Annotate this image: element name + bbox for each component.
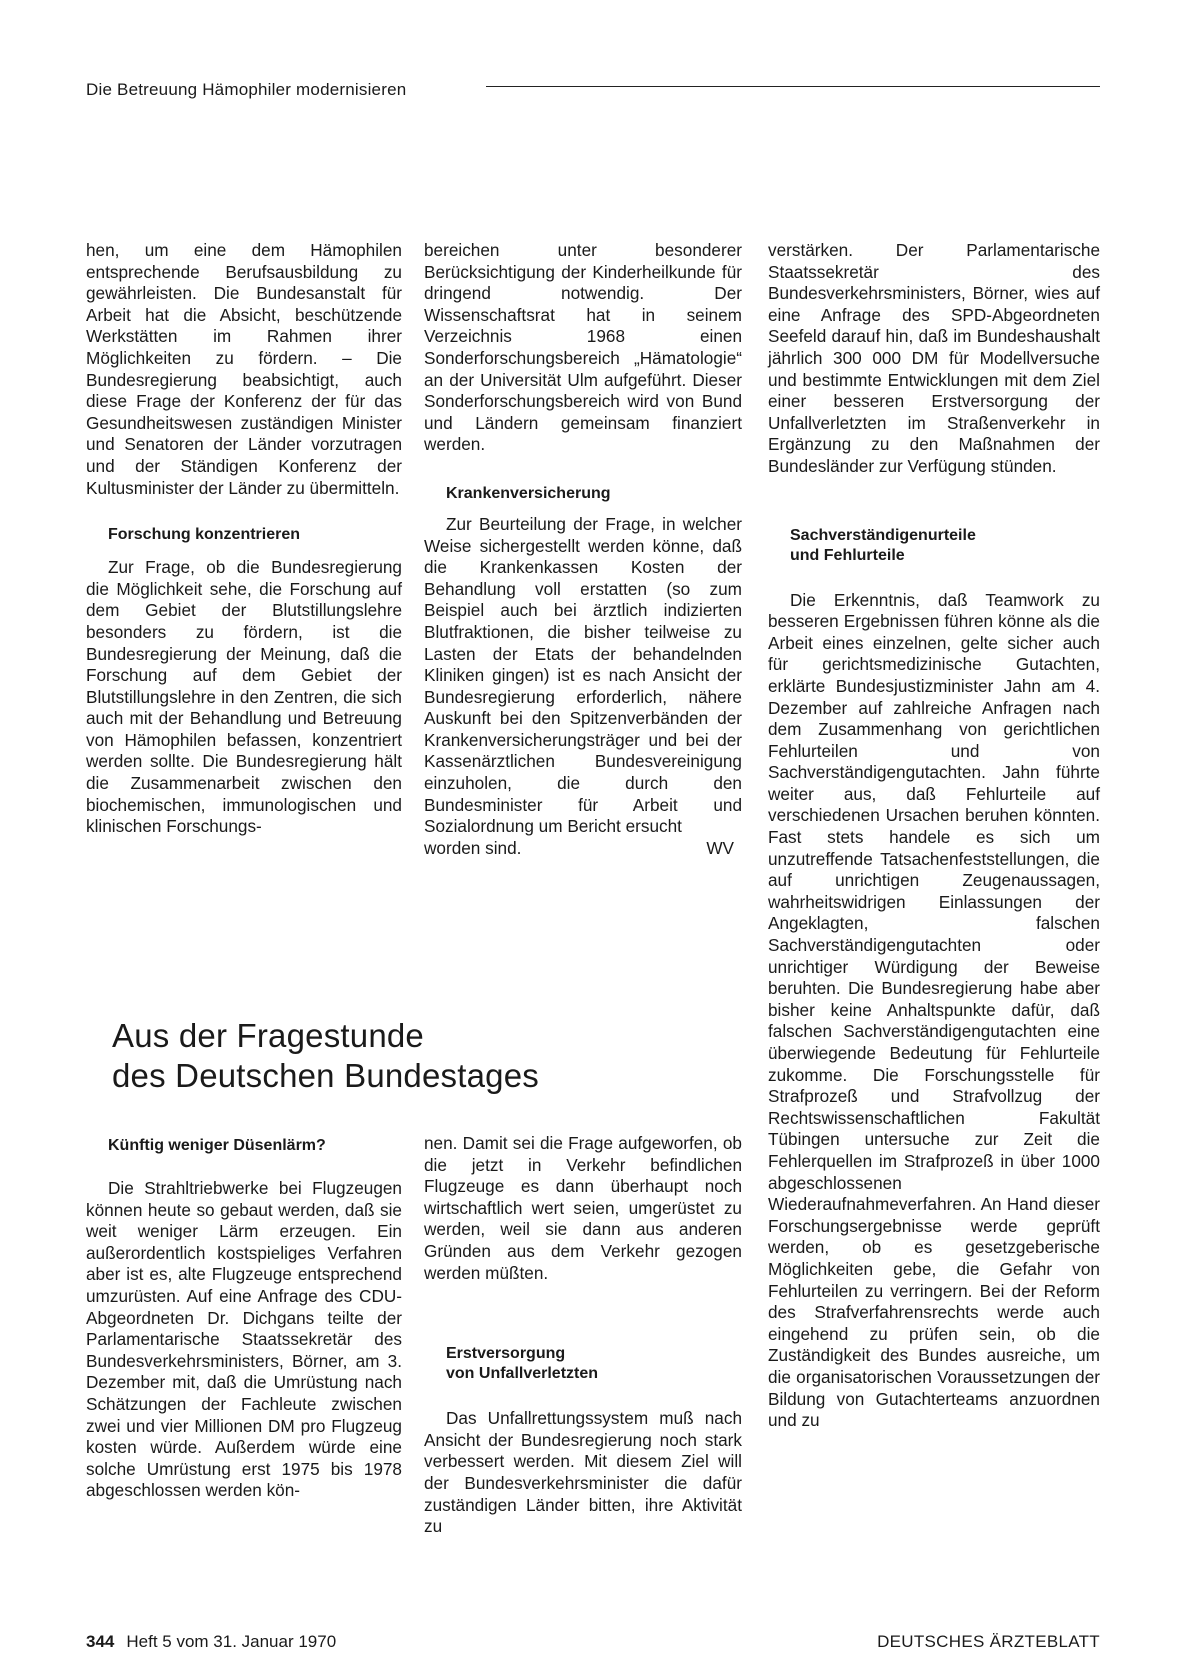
subheading-erstversorgung	[424, 1344, 742, 1384]
subheading-line-2: und Fehlurteile	[790, 546, 905, 564]
subheading-line-1: Erstversorgung	[446, 1345, 566, 1363]
paragraph: bereichen unter besonderer Berücksichtigung der Kinderheilkunde für dringend notwendig. Der Wissenschaftsrat hat in seinem Verzeichnis 1968 einen Sonderforschungsbereich „Hämatologie“ an der Universität Ulm aufgeführt. Dieser Sonderforschungsbereich wird von Bund und Ländern gemeinsam finanziert werden.	[424, 240, 742, 455]
paragraph: hen, um eine dem Hämophilen entsprechende Berufsausbildung zu gewährleisten. Die Bundesanstalt für Arbeit hat die Absicht, beschützende Werkstätten im Rahmen ihrer Möglichkeiten zu fördern. – Die Bundesregierung beabsichtigt, auch diese Frage der Konferenz der für das Gesundheitswesen zuständigen Minister und Senatoren der Länder vorzutragen und der Ständigen Konferenz der Kultusminister der Länder zu übermitteln.	[86, 240, 402, 498]
author-signature: WV	[706, 837, 734, 858]
footer-issue-line	[86, 1632, 336, 1652]
closing-line	[424, 838, 742, 860]
page-number: 344	[86, 1632, 115, 1651]
section-title-line-1: Aus der Fragestunde	[112, 1017, 424, 1054]
lower-column-2	[424, 1133, 742, 1538]
subheading-duesenlaerm: Künftig weniger Düsenlärm?	[108, 1137, 326, 1154]
paragraph: Zur Frage, ob die Bundesregierung die Möglichkeit sehe, die Forschung auf dem Gebiet der Blutstillungslehre besonders zu fördern, ist die Bundesregierung der Meinung, daß die Forschung auf dem Gebiet der Blutstillungslehre in den Zentren, die sich auch mit der Behandlung und Betreuung von Hämophilen befassen, konzentriert werden sollte. Die Bundesregierung hält die Zusammenarbeit zwischen den biochemischen, immunologischen und klinischen Forschungs-	[86, 557, 402, 837]
paragraph: Das Unfallrettungssystem muß nach Ansicht der Bundesregierung noch stark verbessert werden. Mit diesem Ziel will der Bundesverkehrsminister die dafür zuständigen Länder bitten, ihre Aktivität zu	[424, 1408, 742, 1537]
issue-info: Heft 5 vom 31. Januar 1970	[126, 1632, 337, 1651]
subheading-line-2: von Unfallverletzten	[446, 1365, 599, 1383]
paragraph: Die Erkenntnis, daß Teamwork zu besseren Ergebnissen führen könne als die Arbeit eines einzelnen, gelte sicher auch für gerichtsmedizinische Gutachten, erklärte Bundesjustizminister Jahn am 4. Dezember auf zahlreiche Anfragen nach dem Zusammenhang von gerichtlichen Fehlurteilen und von Sachverständigengutachten. Jahn führte weiter aus, daß Fehlurteile auf verschiedenen Ursachen beruhen könnten. Fast stets handele es sich um unzutreffende Tatsachenfeststellungen, die auf unrichtigen Zeugenaussagen, wahrheitswidrigen Einlassungen der Angeklagten, falschen Sachverständigengutachten oder unrichtiger Würdigung der Beweise beruhten. Die Bundesregierung habe aber bisher keine Anhaltspunkte dafür, daß falschen Sachverständigengutachten eine überwiegende Bedeutung für Fehlurteile zukomme. Die Forschungsstelle für Strafprozeß und Strafvollzug der Rechtswissenschaftlichen Fakultät Tübingen untersuche zur Zeit die Fehlerquellen im Strafprozeß in über 1000 abgeschlossenen Wiederaufnahmeverfahren. An Hand dieser Forschungsergebnisse werde geprüft werden, ob es gesetzgeberische Möglichkeiten gebe, die Gefahr von Fehlurteilen zu verringern. Bei der Reform des Strafverfahrensrechts werde auch eingehend zu prüfen sein, ob die Zuständigkeit des Bundes ausreiche, um die organisatorischen Voraussetzungen der Bildung von Gutachterteams anzuordnen und zu	[768, 589, 1100, 1431]
paragraph: verstärken. Der Parlamentarische Staatssekretär des Bundesverkehrsministers, Börner, wies auf eine Anfrage des SPD-Abgeordneten Seefeld darauf hin, daß im Bundeshaushalt jährlich 300 000 DM für Modellversuche und bestimmte Entwicklungen mit dem Ziel einer besseren Erstversorgung der Unfallverletzten im Straßenverkehr in Ergänzung zu den Maßnahmen der Bundesländer zur Verfügung stünden.	[768, 240, 1100, 476]
closing-text: worden sind.	[424, 837, 522, 858]
paragraph: Die Strahltriebwerke bei Flugzeugen können heute so gebaut werden, daß sie weit weniger Lärm erzeugen. Ein außerordentlich kostspieliges Verfahren aber ist es, alte Flugzeuge entsprechend umzurüsten. Auf eine Anfrage des CDU-Abgeordneten Dr. Dichgans teilte der Parlamentarische Staatssekretär des Bundesverkehrsministers, Börner, am 3. Dezember mit, daß die Umrüstung nach Schätzungen der Fachleute zwischen zwei und vier Millionen DM pro Flugzeug kosten würde. Außerdem würde eine solche Umrüstung erst 1975 bis 1978 abgeschlossen werden kön-	[86, 1178, 402, 1501]
paragraph: Zur Beurteilung der Frage, in welcher Weise sichergestellt werden könne, daß die Krankenkassen Kosten der Behandlung voll erstatten (so zum Beispiel auch bei ärztlich indizierten Blutfraktionen, die bisher teilweise zu Lasten der Etats der behandelnden Kliniken gingen) ist es nach Ansicht der Bundesregierung erforderlich, nähere Auskunft bei den Spitzenverbänden der Krankenversicherungsträger und bei der Kassenärztlichen Bundesvereinigung einzuholen, die durch den Bundesminister für Arbeit und Sozialordnung um Bericht ersucht	[424, 513, 742, 837]
section-title-line-2: des Deutschen Bundestages	[112, 1057, 539, 1094]
subheading-forschung: Forschung konzentrieren	[108, 526, 301, 544]
column-3	[768, 240, 1100, 1432]
upper-column-2	[424, 240, 742, 859]
upper-column-1	[86, 240, 402, 838]
lower-column-1	[86, 1136, 402, 1502]
subheading-sachverstaendigenurteile	[768, 526, 1100, 566]
running-head-title: Die Betreuung Hämophiler modernisieren	[86, 80, 407, 99]
subheading-line-1: Sachverständigenurteile	[790, 526, 976, 544]
paragraph: nen. Damit sei die Frage aufgeworfen, ob die jetzt in Verkehr befindlichen Flugzeuge es dann überhaupt noch wirtschaftlich wert seien, umgerüstet zu werden, weil sie dann aus anderen Gründen aus dem Verkehr gezogen werden müßten.	[424, 1133, 742, 1283]
journal-name: DEUTSCHES ÄRZTEBLATT	[877, 1632, 1100, 1651]
section-title	[112, 1016, 539, 1096]
subheading-krankenversicherung: Krankenversicherung	[446, 484, 611, 502]
header-rule	[486, 86, 1100, 87]
